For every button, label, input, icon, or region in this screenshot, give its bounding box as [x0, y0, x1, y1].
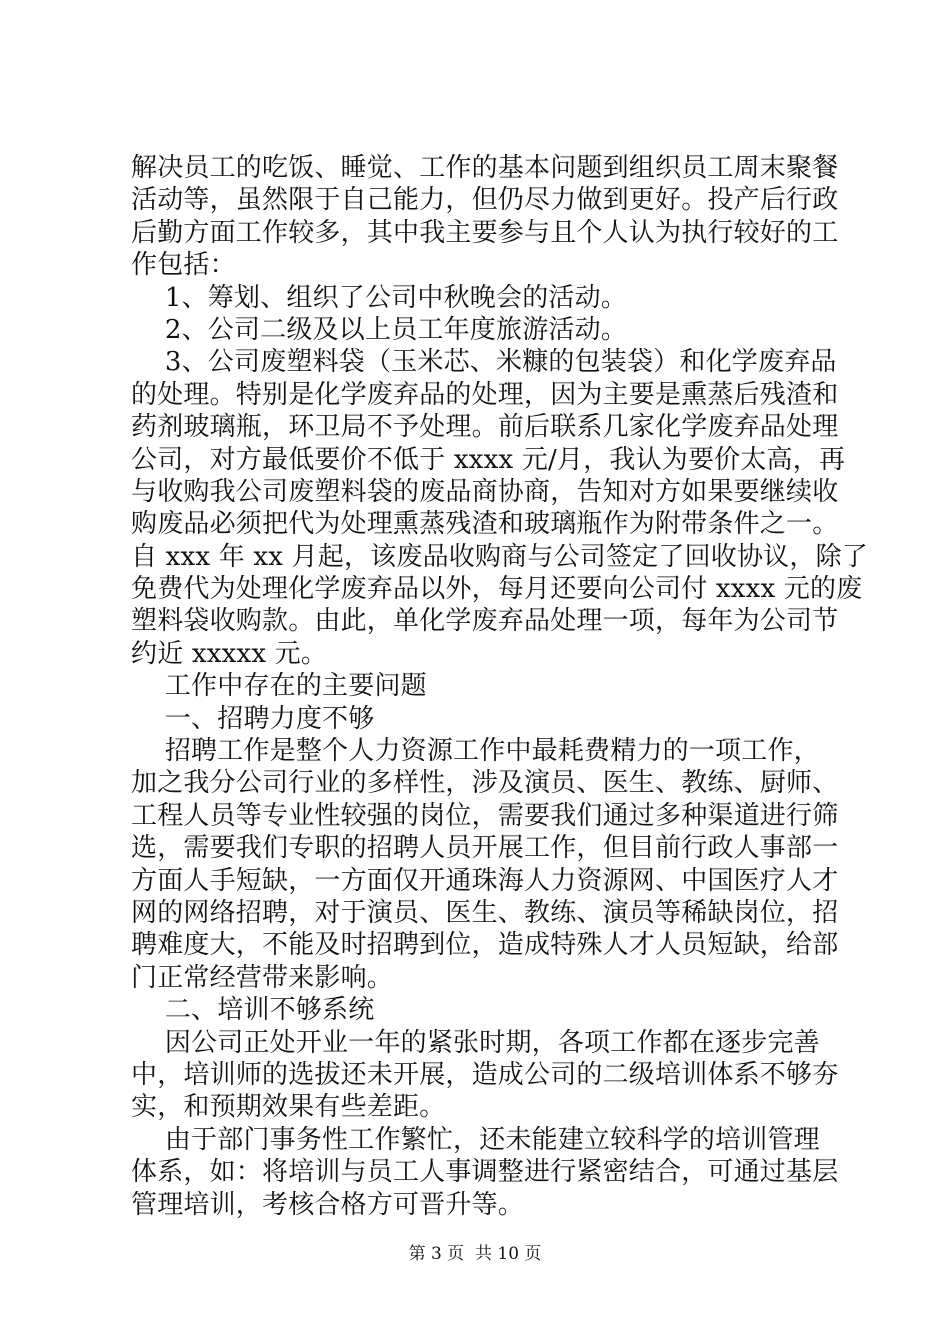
- text-line: 塑料袋收购款。由此，单化学废弃品处理一项，每年为公司节: [131, 606, 839, 637]
- text-line: 自 xxx 年 xx 月起，该废品收购商与公司签定了回收协议，除了: [131, 541, 868, 572]
- text-line: 1、筹划、组织了公司中秋晚会的活动。: [131, 282, 628, 313]
- text-line: 免费代为处理化学废弃品以外，每月还要向公司付 xxxx 元的废: [131, 574, 863, 605]
- text-line: 聘难度大，不能及时招聘到位，造成特殊人才人员短缺，给部: [131, 930, 839, 961]
- text-line: 网的网络招聘，对于演员、医生、教练、演员等稀缺岗位，招: [131, 897, 839, 928]
- text-line: 体系，如：将培训与员工人事调整进行紧密结合，可通过基层: [131, 1157, 839, 1188]
- text-line: 选，需要我们专职的招聘人员开展工作，但目前行政人事部一: [131, 833, 839, 864]
- page-number-footer: 第 3 页 共 10 页: [408, 1244, 542, 1264]
- text-line: 招聘工作是整个人力资源工作中最耗费精力的一项工作，: [131, 736, 820, 767]
- text-line: 中，培训师的选拔还未开展，造成公司的二级培训体系不够夯: [131, 1059, 839, 1090]
- text-line: 的处理。特别是化学废弃品的处理，因为主要是熏蒸后残渣和: [131, 379, 839, 410]
- section-heading: 工作中存在的主要问题: [131, 671, 427, 702]
- subsection-heading: 二、培训不够系统: [131, 995, 375, 1026]
- text-line: 解决员工的吃饭、睡觉、工作的基本问题到组织员工周末聚餐: [131, 153, 839, 183]
- text-line: 3、公司废塑料袋（玉米芯、米糠的包装袋）和化学废弃品: [131, 347, 837, 378]
- text-line: 因公司正处开业一年的紧张时期，各项工作都在逐步完善: [131, 1027, 820, 1058]
- text-line: 与收购我公司废塑料袋的废品商协商，告知对方如果要继续收: [131, 476, 839, 507]
- text-line: 药剂玻璃瓶，环卫局不予处理。前后联系几家化学废弃品处理: [131, 412, 839, 443]
- text-line: 加之我分公司行业的多样性，涉及演员、医生、教练、厨师、: [131, 768, 839, 799]
- text-line: 2、公司二级及以上员工年度旅游活动。: [131, 314, 628, 345]
- text-line: 约近 xxxxx 元。: [131, 638, 328, 669]
- text-line: 管理培训，考核合格方可晋升等。: [131, 1189, 525, 1220]
- text-line: 作包括：: [131, 250, 236, 281]
- text-line: 方面人手短缺，一方面仅开通珠海人力资源网、中国医疗人才: [131, 865, 839, 896]
- text-line: 购废品必须把代为处理熏蒸残渣和玻璃瓶作为附带条件之一。: [131, 509, 839, 540]
- document-body: [131, 152, 868, 1221]
- text-line: 公司，对方最低要价不低于 xxxx 元/月，我认为要价太高，再: [131, 444, 846, 475]
- text-line: 活动等，虽然限于自己能力，但仍尽力做到更好。投产后行政: [131, 185, 839, 216]
- text-line: 实，和预期效果有些差距。: [131, 1092, 446, 1123]
- subsection-heading: 一、招聘力度不够: [131, 703, 375, 734]
- text-line: 由于部门事务性工作繁忙，还未能建立较科学的培训管理: [131, 1124, 820, 1155]
- text-line: 工程人员等专业性较强的岗位，需要我们通过多种渠道进行筛: [131, 800, 839, 831]
- text-line: 后勤方面工作较多，其中我主要参与且个人认为执行较好的工: [131, 217, 839, 248]
- text-line: 门正常经营带来影响。: [131, 962, 394, 993]
